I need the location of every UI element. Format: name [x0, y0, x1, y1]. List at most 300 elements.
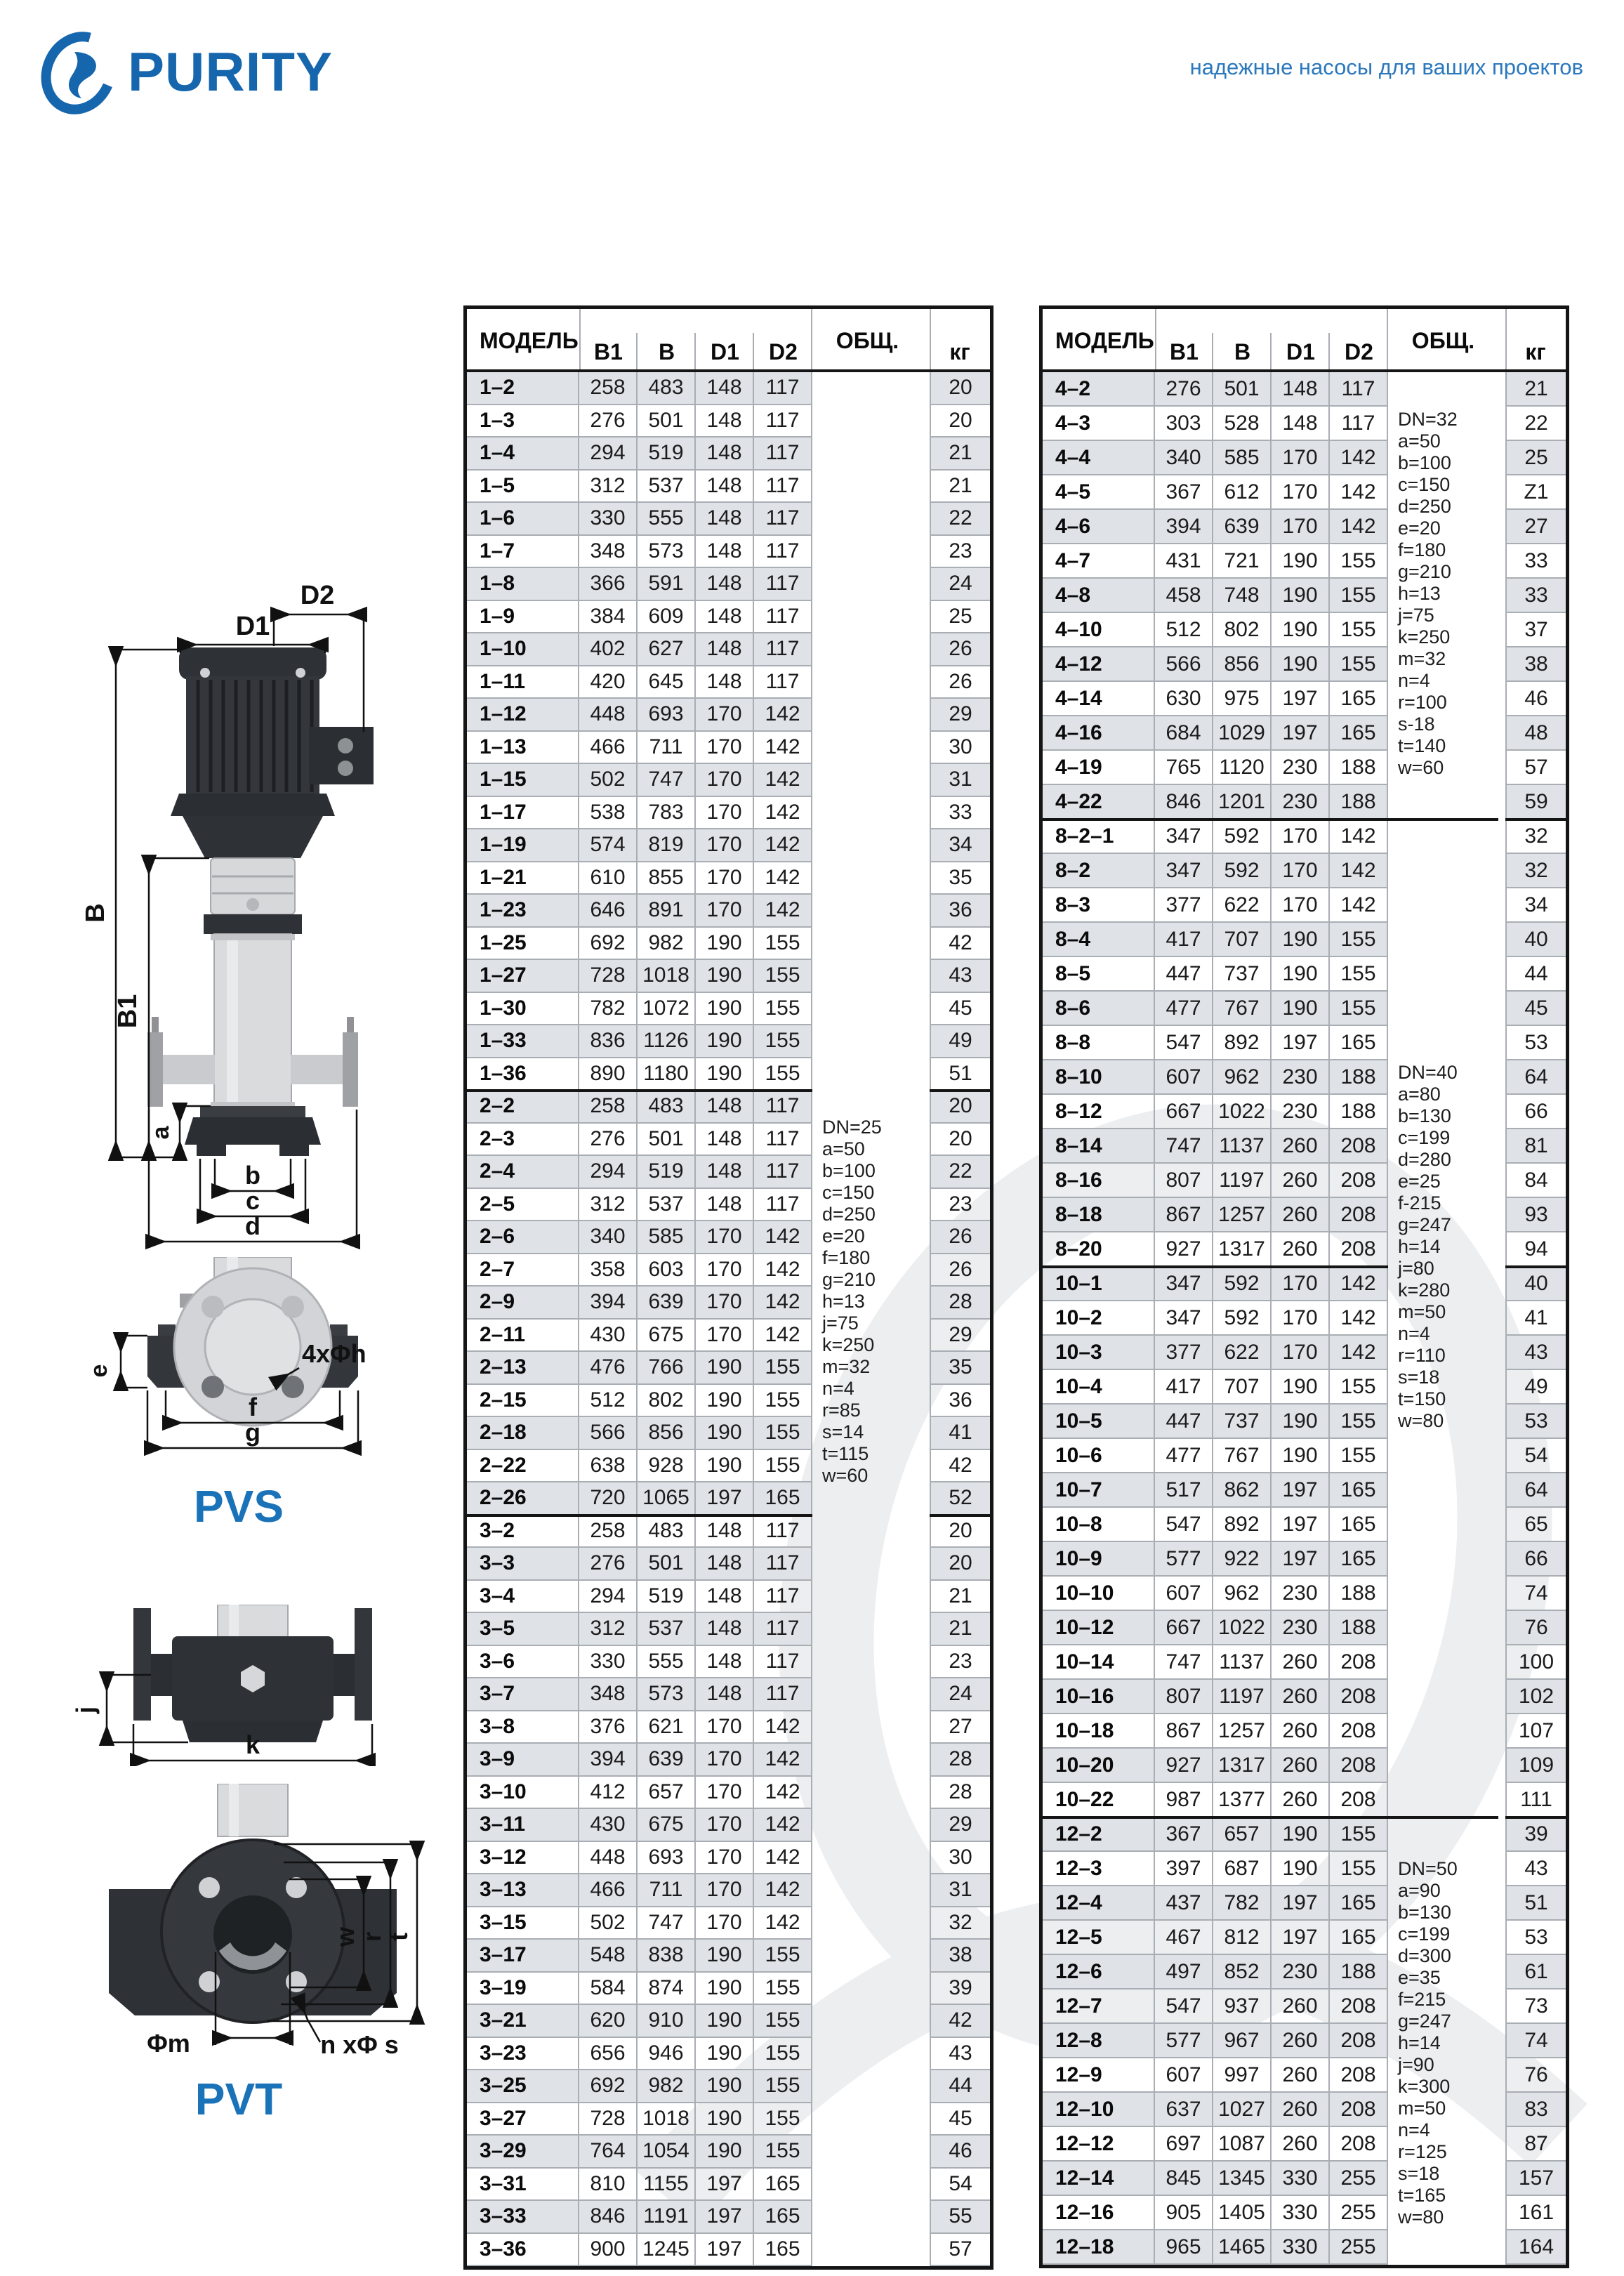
dn-annotation-line: k=250: [1398, 626, 1451, 647]
header-underline: [467, 369, 990, 372]
model-cell: 3–8: [467, 1711, 579, 1744]
value-cell: 747: [638, 764, 696, 797]
value-cell: 197: [1272, 716, 1330, 751]
kg-cell: 45: [930, 2103, 990, 2136]
value-cell: 555: [638, 503, 696, 536]
model-cell: 10–3: [1043, 1336, 1155, 1370]
model-cell: 12–3: [1043, 1852, 1155, 1886]
value-cell: 937: [1213, 1989, 1272, 2024]
value-cell: 230: [1272, 1095, 1330, 1129]
kg-cell: 36: [930, 895, 990, 928]
model-cell: 12–6: [1043, 1955, 1155, 1989]
value-cell: 900: [579, 2234, 638, 2267]
value-cell: 260: [1272, 1680, 1330, 1714]
model-cell: 1–13: [467, 732, 579, 765]
model-cell: 3–13: [467, 1874, 579, 1907]
dn-annotation-block: [1398, 1858, 1458, 2228]
model-cell: 1–17: [467, 797, 579, 830]
value-cell: 512: [579, 1385, 638, 1418]
value-cell: 190: [1272, 923, 1330, 957]
dn-annotation-line: h=13: [1398, 583, 1441, 604]
model-cell: 10–5: [1043, 1405, 1155, 1439]
model-cell: 3–2: [467, 1515, 579, 1548]
kg-cell: 53: [1505, 1026, 1566, 1060]
value-cell: 1022: [1213, 1611, 1272, 1645]
dn-annotation-line: t=150: [1398, 1388, 1446, 1409]
kg-cell: 20: [930, 405, 990, 438]
value-cell: 538: [579, 797, 638, 830]
dn-annotation-line: n=4: [1398, 670, 1430, 691]
value-cell: 170: [696, 1809, 754, 1842]
total-dimensions-region: [1388, 372, 1498, 820]
value-cell: 197: [696, 2234, 754, 2267]
kg-cell: 26: [930, 666, 990, 699]
model-cell: 3–3: [467, 1548, 579, 1581]
kg-cell: 23: [930, 536, 990, 569]
model-cell: 3–19: [467, 1973, 579, 2006]
value-cell: 155: [754, 2103, 812, 2136]
value-cell: 431: [1155, 544, 1213, 579]
model-cell: 2–7: [467, 1254, 579, 1287]
value-cell: 155: [1330, 647, 1388, 682]
value-cell: 892: [1213, 1508, 1272, 1542]
value-cell: 155: [1330, 957, 1388, 992]
value-cell: 197: [1272, 682, 1330, 716]
dn-annotation-line: e=20: [822, 1225, 865, 1246]
value-cell: 148: [696, 1678, 754, 1711]
value-cell: 347: [1155, 1301, 1213, 1336]
value-cell: 208: [1330, 2058, 1388, 2093]
value-cell: 197: [1272, 1026, 1330, 1060]
value-cell: 148: [696, 1091, 754, 1124]
dim-label-t: t: [384, 1933, 413, 1941]
value-cell: 747: [1155, 1129, 1213, 1164]
value-cell: 255: [1330, 2196, 1388, 2230]
value-cell: 260: [1272, 1164, 1330, 1198]
header-underline: [1043, 369, 1566, 372]
value-cell: 1377: [1213, 1783, 1272, 1817]
value-cell: 577: [1155, 2024, 1213, 2058]
value-cell: 170: [696, 1711, 754, 1744]
value-cell: 230: [1272, 1955, 1330, 1989]
header-separator: [1387, 309, 1388, 372]
value-cell: 612: [1213, 475, 1272, 510]
value-cell: 190: [1272, 1405, 1330, 1439]
value-cell: 188: [1330, 1577, 1388, 1611]
column-header-kg: кг: [1525, 339, 1546, 364]
kg-cell: 35: [930, 862, 990, 895]
value-cell: 170: [1272, 475, 1330, 510]
kg-cell: 27: [930, 1711, 990, 1744]
model-cell: 10–14: [1043, 1645, 1155, 1680]
kg-cell: 43: [1505, 1336, 1566, 1370]
value-cell: 910: [638, 2005, 696, 2038]
kg-cell: 49: [1505, 1370, 1566, 1405]
value-cell: 142: [754, 1809, 812, 1842]
column-header-b: B: [658, 339, 675, 364]
header-separator: [753, 333, 754, 372]
dn-annotation-block: [1398, 1062, 1458, 1432]
dn-annotation-line: c=199: [1398, 1923, 1451, 1945]
value-cell: 766: [638, 1352, 696, 1385]
value-cell: 962: [1213, 1060, 1272, 1095]
value-cell: 142: [754, 1711, 812, 1744]
model-cell: 3–29: [467, 2136, 579, 2169]
kg-cell: 31: [930, 1874, 990, 1907]
kg-cell: 26: [930, 1221, 990, 1254]
value-cell: 148: [696, 503, 754, 536]
header-separator: [1270, 333, 1272, 372]
model-cell: 8–2: [1043, 854, 1155, 888]
dn-annotation-line: m=32: [822, 1356, 871, 1377]
dn-annotation-line: f=180: [822, 1247, 871, 1268]
value-cell: 155: [754, 2038, 812, 2071]
value-cell: 621: [638, 1711, 696, 1744]
column-header-d2: D2: [1345, 339, 1373, 364]
value-cell: 208: [1330, 1164, 1388, 1198]
model-cell: 12–18: [1043, 2230, 1155, 2265]
value-cell: 155: [1330, 579, 1388, 613]
value-cell: 547: [1155, 1026, 1213, 1060]
value-cell: 1120: [1213, 751, 1272, 785]
kg-cell: 21: [1505, 372, 1566, 407]
value-cell: 197: [1272, 1921, 1330, 1955]
value-cell: 367: [1155, 1817, 1213, 1852]
column-header-d1: D1: [1286, 339, 1315, 364]
value-cell: 987: [1155, 1783, 1213, 1817]
value-cell: 142: [754, 732, 812, 765]
kg-cell: 54: [930, 2169, 990, 2202]
value-cell: 517: [1155, 1473, 1213, 1508]
value-cell: 767: [1213, 992, 1272, 1026]
value-cell: 148: [696, 1189, 754, 1222]
value-cell: 573: [638, 536, 696, 569]
dim-label-b1: B1: [113, 994, 143, 1029]
model-cell: 3–25: [467, 2070, 579, 2103]
value-cell: 190: [1272, 544, 1330, 579]
dn-annotation-line: s=18: [1398, 2163, 1440, 2184]
value-cell: 142: [754, 1744, 812, 1777]
column-header-total: ОБЩ.: [1411, 327, 1475, 353]
value-cell: 693: [638, 699, 696, 732]
value-cell: 260: [1272, 1989, 1330, 2024]
value-cell: 693: [638, 1842, 696, 1875]
model-cell: 4–10: [1043, 613, 1155, 647]
section-separator: [467, 1089, 812, 1092]
value-cell: 802: [638, 1385, 696, 1418]
dn-annotation-line: k=300: [1398, 2076, 1451, 2097]
value-cell: 155: [1330, 1817, 1388, 1852]
value-cell: 188: [1330, 1955, 1388, 1989]
value-cell: 165: [754, 2169, 812, 2202]
value-cell: 276: [579, 1548, 638, 1581]
value-cell: 230: [1272, 1611, 1330, 1645]
value-cell: 347: [1155, 820, 1213, 854]
model-cell: 12–7: [1043, 1989, 1155, 2024]
value-cell: 501: [638, 405, 696, 438]
value-cell: 117: [754, 1646, 812, 1679]
model-cell: 10–22: [1043, 1783, 1155, 1817]
value-cell: 165: [1330, 1026, 1388, 1060]
value-cell: 1197: [1213, 1680, 1272, 1714]
model-cell: 10–2: [1043, 1301, 1155, 1336]
value-cell: 927: [1155, 1749, 1213, 1783]
value-cell: 165: [1330, 716, 1388, 751]
value-cell: 117: [754, 1548, 812, 1581]
value-cell: 609: [638, 601, 696, 634]
value-cell: 394: [1155, 510, 1213, 544]
value-cell: 574: [579, 829, 638, 862]
value-cell: 340: [1155, 441, 1213, 475]
dn-annotation-line: c=150: [822, 1182, 875, 1203]
model-cell: 4–2: [1043, 372, 1155, 407]
kg-cell: 43: [930, 960, 990, 993]
model-cell: 8–16: [1043, 1164, 1155, 1198]
value-cell: 656: [579, 2038, 638, 2071]
model-cell: 1–36: [467, 1058, 579, 1091]
value-cell: 148: [696, 666, 754, 699]
dn-annotation-line: DN=40: [1398, 1062, 1458, 1083]
value-cell: 197: [696, 2201, 754, 2234]
value-cell: 117: [754, 1581, 812, 1614]
purity-logo: [37, 28, 333, 115]
value-cell: 477: [1155, 1439, 1213, 1473]
dn-annotation-line: n=4: [1398, 2119, 1430, 2140]
value-cell: 577: [1155, 1542, 1213, 1577]
dn-annotation-line: w=60: [822, 1465, 869, 1486]
kg-cell: 107: [1505, 1714, 1566, 1749]
dn-annotation-line: r=85: [822, 1400, 861, 1421]
kg-cell: Z1: [1505, 475, 1566, 510]
value-cell: 437: [1155, 1886, 1213, 1921]
model-cell: 10–9: [1043, 1542, 1155, 1577]
value-cell: 170: [696, 862, 754, 895]
value-cell: 258: [579, 1515, 638, 1548]
value-cell: 148: [696, 405, 754, 438]
value-cell: 692: [579, 928, 638, 961]
header-separator: [579, 309, 581, 372]
model-cell: 12–10: [1043, 2093, 1155, 2127]
value-cell: 260: [1272, 1129, 1330, 1164]
value-cell: 1087: [1213, 2127, 1272, 2162]
value-cell: 592: [1213, 854, 1272, 888]
kg-cell: 42: [930, 928, 990, 961]
value-cell: 155: [1330, 923, 1388, 957]
value-cell: 117: [754, 438, 812, 471]
value-cell: 142: [754, 1842, 812, 1875]
kg-cell: 22: [930, 503, 990, 536]
dn-annotation-line: e=20: [1398, 518, 1441, 539]
dim-label-d1: D1: [235, 612, 270, 641]
value-cell: 170: [696, 1777, 754, 1810]
value-cell: 347: [1155, 854, 1213, 888]
value-cell: 170: [1272, 1267, 1330, 1301]
dn-annotation-line: h=14: [1398, 2032, 1441, 2053]
kg-cell: 38: [930, 1940, 990, 1973]
total-dimensions-region: [1388, 820, 1498, 1817]
dim-label-bolt-holes: 4xΦh: [302, 1339, 367, 1368]
column-header-d1: D1: [711, 339, 739, 364]
value-cell: 905: [1155, 2196, 1213, 2230]
value-cell: 148: [696, 372, 754, 405]
value-cell: 622: [1213, 888, 1272, 923]
kg-cell: 20: [930, 1548, 990, 1581]
value-cell: 170: [696, 1221, 754, 1254]
value-cell: 1022: [1213, 1095, 1272, 1129]
value-cell: 430: [579, 1320, 638, 1353]
value-cell: 555: [638, 1646, 696, 1679]
value-cell: 458: [1155, 579, 1213, 613]
value-cell: 190: [696, 993, 754, 1026]
model-cell: 10–6: [1043, 1439, 1155, 1473]
value-cell: 838: [638, 1940, 696, 1973]
model-cell: 12–5: [1043, 1921, 1155, 1955]
model-cell: 1–9: [467, 601, 579, 634]
kg-cell: 57: [1505, 751, 1566, 785]
model-cell: 2–22: [467, 1450, 579, 1483]
value-cell: 519: [638, 438, 696, 471]
value-cell: 190: [1272, 992, 1330, 1026]
model-cell: 1–23: [467, 895, 579, 928]
value-cell: 607: [1155, 2058, 1213, 2093]
header-separator: [694, 333, 696, 372]
model-cell: 8–2–1: [1043, 820, 1155, 854]
model-cell: 4–5: [1043, 475, 1155, 510]
kg-cell: 29: [930, 1320, 990, 1353]
dn-annotation-line: j=90: [1398, 2054, 1434, 2075]
value-cell: 810: [579, 2169, 638, 2202]
value-cell: 639: [638, 1287, 696, 1320]
kg-cell: 28: [930, 1744, 990, 1777]
dim-label-b-width: b: [245, 1161, 260, 1190]
value-cell: 448: [579, 699, 638, 732]
value-cell: 165: [1330, 1542, 1388, 1577]
value-cell: 566: [1155, 647, 1213, 682]
value-cell: 260: [1272, 1198, 1330, 1232]
value-cell: 377: [1155, 888, 1213, 923]
value-cell: 142: [754, 1874, 812, 1907]
value-cell: 592: [1213, 820, 1272, 854]
dn-annotation-line: h=13: [822, 1291, 865, 1312]
value-cell: 155: [1330, 1370, 1388, 1405]
model-cell: 2–9: [467, 1287, 579, 1320]
header-separator: [811, 309, 812, 372]
value-cell: 148: [696, 568, 754, 601]
kg-cell: 74: [1505, 1577, 1566, 1611]
kg-cell: 38: [1505, 647, 1566, 682]
value-cell: 566: [579, 1417, 638, 1450]
kg-cell: 33: [930, 797, 990, 830]
model-cell: 3–10: [467, 1777, 579, 1810]
value-cell: 197: [1272, 1508, 1330, 1542]
value-cell: 165: [1330, 1886, 1388, 1921]
header-separator: [1505, 309, 1507, 372]
value-cell: 1155: [638, 2169, 696, 2202]
kg-cell: 42: [930, 2005, 990, 2038]
model-cell: 10–12: [1043, 1611, 1155, 1645]
dn-annotation-line: m=50: [1398, 1301, 1446, 1322]
model-cell: 1–4: [467, 438, 579, 471]
value-cell: 170: [696, 829, 754, 862]
value-cell: 591: [638, 568, 696, 601]
value-cell: 260: [1272, 1749, 1330, 1783]
value-cell: 836: [579, 1025, 638, 1058]
kg-cell: 61: [1505, 1955, 1566, 1989]
value-cell: 646: [579, 895, 638, 928]
value-cell: 697: [1155, 2127, 1213, 2162]
value-cell: 190: [696, 2136, 754, 2169]
value-cell: 208: [1330, 2093, 1388, 2127]
value-cell: 547: [1155, 1989, 1213, 2024]
value-cell: 155: [754, 2136, 812, 2169]
value-cell: 255: [1330, 2230, 1388, 2265]
kg-cell: 46: [930, 2136, 990, 2169]
value-cell: 982: [638, 928, 696, 961]
value-cell: 148: [696, 438, 754, 471]
value-cell: 856: [638, 1417, 696, 1450]
value-cell: 675: [638, 1809, 696, 1842]
value-cell: 230: [1272, 785, 1330, 820]
dn-annotation-line: a=50: [822, 1138, 865, 1159]
value-cell: 466: [579, 1874, 638, 1907]
dimension-table-dn25: [463, 305, 993, 2270]
value-cell: 188: [1330, 785, 1388, 820]
kg-cell: 76: [1505, 1611, 1566, 1645]
value-cell: 148: [696, 1156, 754, 1189]
value-cell: 142: [754, 1287, 812, 1320]
header-separator: [930, 309, 931, 372]
kg-cell: 29: [930, 1809, 990, 1842]
kg-cell: 26: [930, 1254, 990, 1287]
value-cell: 117: [754, 601, 812, 634]
model-cell: 12–2: [1043, 1817, 1155, 1852]
value-cell: 397: [1155, 1852, 1213, 1886]
model-cell: 12–8: [1043, 2024, 1155, 2058]
value-cell: 862: [1213, 1473, 1272, 1508]
kg-cell: 51: [1505, 1886, 1566, 1921]
value-cell: 117: [754, 1678, 812, 1711]
kg-cell: 73: [1505, 1989, 1566, 2024]
model-cell: 3–36: [467, 2234, 579, 2267]
value-cell: 142: [1330, 441, 1388, 475]
value-cell: 142: [1330, 1301, 1388, 1336]
model-cell: 1–7: [467, 536, 579, 569]
value-cell: 807: [1155, 1680, 1213, 1714]
value-cell: 819: [638, 829, 696, 862]
value-cell: 447: [1155, 957, 1213, 992]
value-cell: 645: [638, 666, 696, 699]
dn-annotation-line: e=35: [1398, 1967, 1441, 1988]
value-cell: 155: [754, 2005, 812, 2038]
value-cell: 573: [638, 1678, 696, 1711]
value-cell: 165: [754, 2234, 812, 2267]
value-cell: 260: [1272, 2024, 1330, 2058]
dn-annotation-line: w=80: [1398, 1410, 1444, 1431]
dim-label-g: g: [245, 1418, 260, 1447]
model-cell: 10–20: [1043, 1749, 1155, 1783]
value-cell: 358: [579, 1254, 638, 1287]
value-cell: 394: [579, 1287, 638, 1320]
value-cell: 208: [1330, 1989, 1388, 2024]
value-cell: 142: [1330, 475, 1388, 510]
value-cell: 997: [1213, 2058, 1272, 2093]
column-header-b: B: [1234, 339, 1251, 364]
model-cell: 3–15: [467, 1907, 579, 1940]
value-cell: 537: [638, 1613, 696, 1646]
dim-label-n-phi-s: n xΦ s: [320, 2030, 399, 2059]
model-cell: 3–17: [467, 1940, 579, 1973]
model-cell: 4–4: [1043, 441, 1155, 475]
